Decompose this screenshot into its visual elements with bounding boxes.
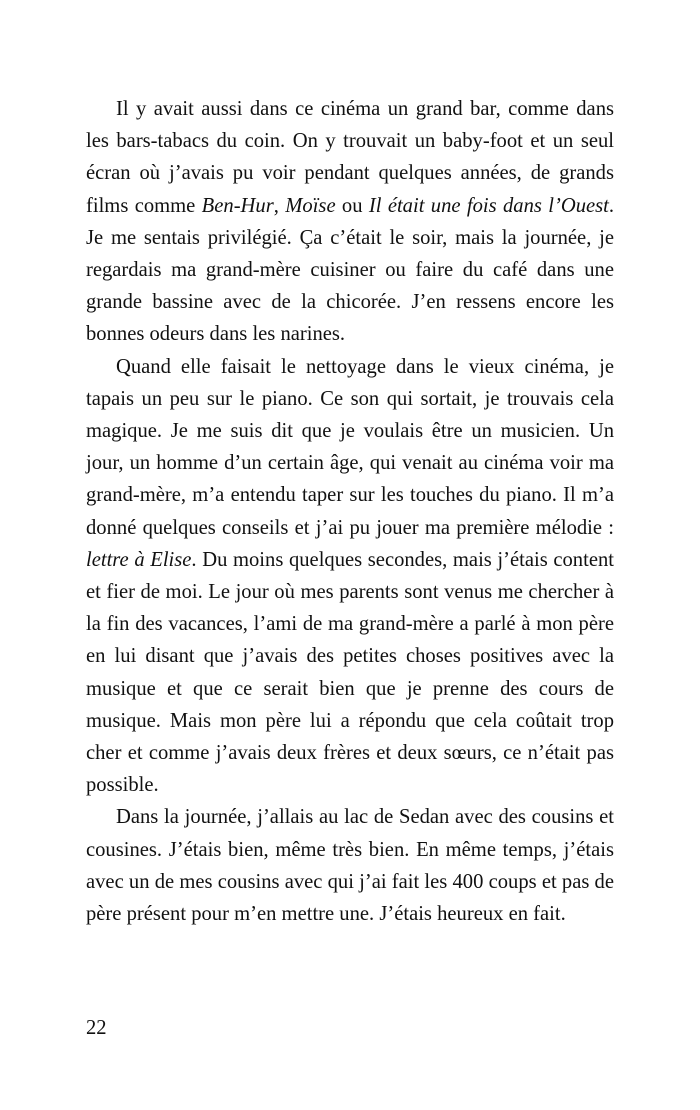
text-run: ,: [273, 194, 286, 217]
page-number: 22: [86, 1017, 107, 1039]
italic-title: Il était une fois dans l’Ouest: [368, 194, 609, 217]
text-run: ou: [335, 194, 369, 217]
text-run: . Je me sentais privilégié. Ça c’était le soir, mais la journée, je regardais ma grand-mère cuisiner ou faire du café dans une grande bassine avec de la chicorée. J’en ressens encore les bonnes odeurs dans les narines.: [86, 194, 615, 346]
italic-title: Moïse: [285, 194, 336, 217]
paragraph-1: [86, 93, 614, 351]
italic-title: lettre à Elise: [86, 548, 192, 571]
page-body: [86, 93, 614, 930]
text-run: Il y avait aussi dans ce cinéma un grand bar, comme dans les bars-tabacs du coin. On y trouvait un baby-foot et un seul écran où j’avais pu voir pendant quelques années, de grands films comme: [86, 98, 614, 217]
paragraph-3: [86, 801, 614, 930]
text-run: . Du moins quelques secondes, mais j’étais content et fier de moi. Le jour où mes parents sont venus me chercher à la fin des vacances, l’ami de ma grand-mère a parlé à mon père en lui disant que j’avais des petites choses positives avec la musique et que ce serait bien que je prenne des cours de musique. Mais mon père lui a répondu que cela coûtait trop cher et comme j’avais deux frères et deux sœurs, ce n’était pas possible.: [86, 548, 614, 797]
paragraph-2: [86, 351, 614, 802]
text-run: Quand elle faisait le nettoyage dans le vieux cinéma, je tapais un peu sur le piano. Ce son qui sortait, je trouvais cela magique. Je me suis dit que je voulais être un musicien. Un jour, un homme d’un certain âge, qui venait au cinéma voir ma grand-mère, m’a entendu taper sur les touches du piano. Il m’a donné quelques conseils et j’ai pu jouer ma première mélodie :: [86, 355, 614, 539]
italic-title: Ben-Hur: [201, 194, 274, 217]
text-run: Dans la journée, j’allais au lac de Sedan avec des cousins et cousines. J’étais bien, même très bien. En même temps, j’étais avec un de mes cousins avec qui j’ai fait les 400 coups et pas de père présent pour m’en mettre une. J’étais heureux en fait.: [86, 806, 614, 926]
